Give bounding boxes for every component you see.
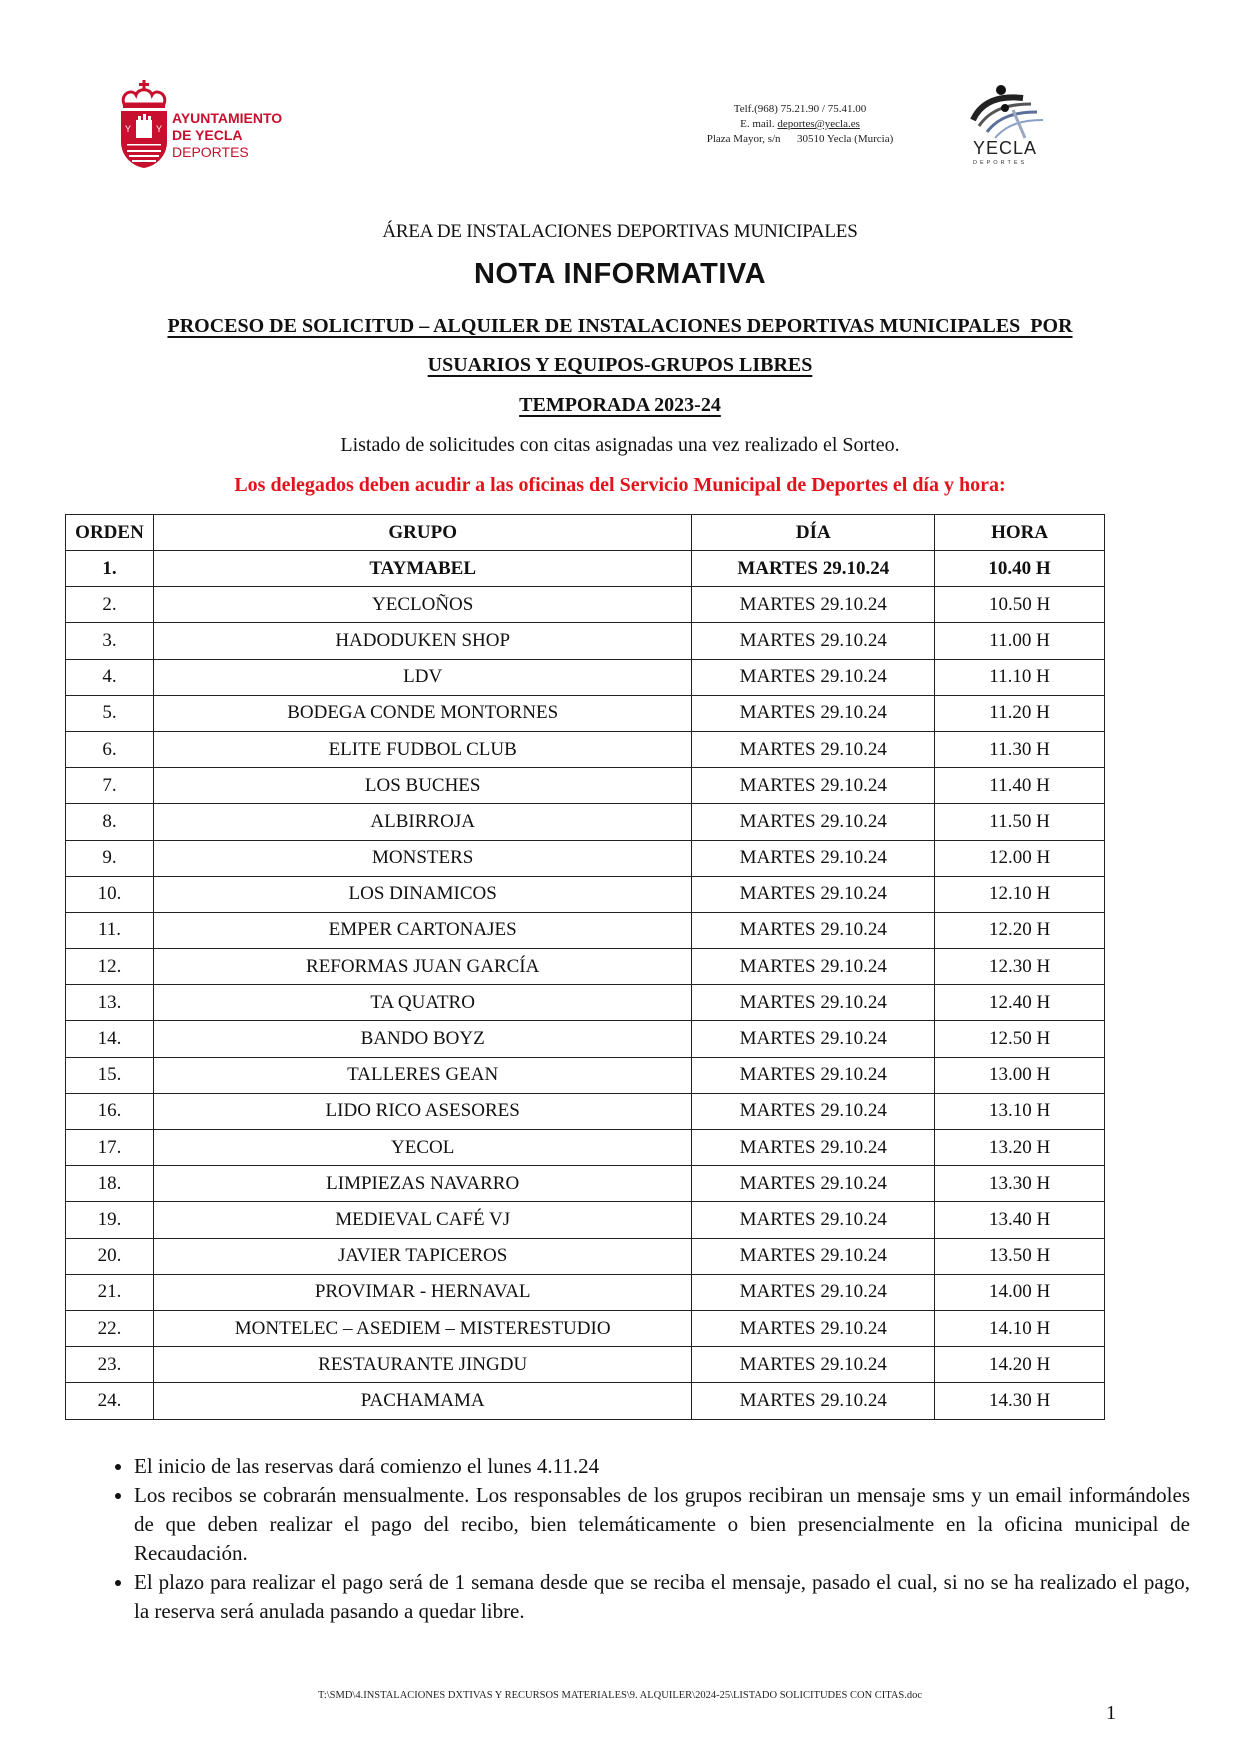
cell-orden: 22. [66, 1310, 154, 1346]
header-orden: ORDEN [66, 515, 154, 551]
cell-hora: 14.00 H [935, 1274, 1105, 1310]
intro-text: Listado de solicitudes con citas asignadas una vez realizado el Sorteo. [340, 434, 900, 456]
table-row [66, 731, 1105, 767]
cell-hora: 12.10 H [935, 876, 1105, 912]
cell-grupo: PROVIMAR - HERNAVAL [153, 1274, 691, 1310]
cell-hora: 13.50 H [935, 1238, 1105, 1274]
cell-orden: 4. [66, 659, 154, 695]
table-row [66, 912, 1105, 948]
cell-orden: 7. [66, 768, 154, 804]
cell-grupo: MEDIEVAL CAFÉ VJ [153, 1202, 691, 1238]
cell-hora: 12.20 H [935, 912, 1105, 948]
table-row [66, 659, 1105, 695]
contact-info [660, 102, 940, 147]
email-line [660, 117, 940, 132]
cell-hora: 14.10 H [935, 1310, 1105, 1346]
cell-orden: 17. [66, 1130, 154, 1166]
table-row [66, 985, 1105, 1021]
cell-hora: 11.10 H [935, 659, 1105, 695]
cell-dia: MARTES 29.10.24 [692, 695, 935, 731]
table-row [66, 1021, 1105, 1057]
cell-hora: 12.40 H [935, 985, 1105, 1021]
yecla-deportes-logo [965, 82, 1055, 174]
cell-grupo: MONTELEC – ASEDIEM – MISTERESTUDIO [153, 1310, 691, 1346]
cell-dia: MARTES 29.10.24 [692, 587, 935, 623]
coat-of-arms-icon [118, 80, 170, 170]
cell-orden: 12. [66, 949, 154, 985]
cell-orden: 8. [66, 804, 154, 840]
table-row [66, 623, 1105, 659]
cell-dia: MARTES 29.10.24 [692, 731, 935, 767]
athlete-swoosh-icon [965, 82, 1055, 142]
cell-orden: 24. [66, 1383, 154, 1419]
cell-hora: 10.50 H [935, 587, 1105, 623]
page-number: 1 [1106, 1702, 1116, 1724]
cell-orden: 15. [66, 1057, 154, 1093]
notes-list [100, 1452, 1190, 1626]
cell-grupo: LIDO RICO ASESORES [153, 1093, 691, 1129]
table-row [66, 804, 1105, 840]
note-item: • El plazo para realizar el pago será de 1 semana desde que se reciba el mensaje, pasado el cual, si no se ha realizado el pago, la reserva será anulada pasando a quedar libre. [134, 1568, 1190, 1626]
cell-dia: MARTES 29.10.24 [692, 840, 935, 876]
cell-orden: 18. [66, 1166, 154, 1202]
cell-dia: MARTES 29.10.24 [692, 804, 935, 840]
cell-orden: 5. [66, 695, 154, 731]
cell-dia: MARTES 29.10.24 [692, 949, 935, 985]
cell-dia: MARTES 29.10.24 [692, 659, 935, 695]
table-row [66, 1238, 1105, 1274]
season-title: TEMPORADA 2023-24 [519, 394, 721, 416]
cell-grupo: ELITE FUDBOL CLUB [153, 731, 691, 767]
cell-dia: MARTES 29.10.24 [692, 1383, 935, 1419]
cell-hora: 12.30 H [935, 949, 1105, 985]
cell-dia: MARTES 29.10.24 [692, 1310, 935, 1346]
cell-grupo: JAVIER TAPICEROS [153, 1238, 691, 1274]
cell-grupo: YECLOÑOS [153, 587, 691, 623]
cell-dia: MARTES 29.10.24 [692, 1274, 935, 1310]
cell-orden: 19. [66, 1202, 154, 1238]
table-row [66, 1093, 1105, 1129]
cell-grupo: EMPER CARTONAJES [153, 912, 691, 948]
delegates-notice: Los delegados deben acudir a las oficinas del Servicio Municipal de Deportes el día y hora: [234, 474, 1006, 496]
cell-hora: 12.00 H [935, 840, 1105, 876]
cell-hora: 11.20 H [935, 695, 1105, 731]
table-row [66, 695, 1105, 731]
cell-hora: 11.00 H [935, 623, 1105, 659]
phone-text: Telf.(968) 75.21.90 / 75.41.00 [733, 103, 867, 115]
cell-dia: MARTES 29.10.24 [692, 1347, 935, 1383]
cell-grupo: LOS DINAMICOS [153, 876, 691, 912]
cell-dia: MARTES 29.10.24 [692, 1238, 935, 1274]
subtitle-line-1: PROCESO DE SOLICITUD – ALQUILER DE INSTALACIONES DEPORTIVAS MUNICIPALES POR [167, 315, 1073, 337]
cell-orden: 16. [66, 1093, 154, 1129]
cell-grupo: YECOL [153, 1130, 691, 1166]
subtitle-line-2: USUARIOS Y EQUIPOS-GRUPOS LIBRES [427, 354, 813, 376]
cell-orden: 20. [66, 1238, 154, 1274]
cell-dia: MARTES 29.10.24 [692, 985, 935, 1021]
cell-orden: 1. [66, 551, 154, 587]
svg-text:Y: Y [125, 124, 132, 134]
cell-hora: 12.50 H [935, 1021, 1105, 1057]
table-row [66, 587, 1105, 623]
cell-dia: MARTES 29.10.24 [692, 912, 935, 948]
table-row [66, 1130, 1105, 1166]
cell-dia: MARTES 29.10.24 [692, 768, 935, 804]
cell-grupo: REFORMAS JUAN GARCÍA [153, 949, 691, 985]
cell-orden: 2. [66, 587, 154, 623]
cell-grupo: BANDO BOYZ [153, 1021, 691, 1057]
cell-dia: MARTES 29.10.24 [692, 623, 935, 659]
cell-grupo: TAYMABEL [153, 551, 691, 587]
cell-orden: 10. [66, 876, 154, 912]
cell-grupo: LIMPIEZAS NAVARRO [153, 1166, 691, 1202]
yecla-wordmark: YECLA [973, 138, 1038, 158]
cell-grupo: TA QUATRO [153, 985, 691, 1021]
email-link[interactable]: deportes@yecla.es [777, 118, 860, 130]
cell-grupo: TALLERES GEAN [153, 1057, 691, 1093]
cell-grupo: RESTAURANTE JINGDU [153, 1347, 691, 1383]
table-row [66, 1310, 1105, 1346]
cell-hora: 11.40 H [935, 768, 1105, 804]
header-dia: DÍA [692, 515, 935, 551]
logo-line-2: DE YECLA [172, 127, 243, 143]
cell-hora: 10.40 H [935, 551, 1105, 587]
cell-dia: MARTES 29.10.24 [692, 551, 935, 587]
table-row [66, 1057, 1105, 1093]
table-row [66, 1166, 1105, 1202]
cell-grupo: HADODUKEN SHOP [153, 623, 691, 659]
cell-hora: 13.10 H [935, 1093, 1105, 1129]
cell-hora: 11.30 H [935, 731, 1105, 767]
table-row [66, 876, 1105, 912]
cell-grupo: ALBIRROJA [153, 804, 691, 840]
table-row [66, 551, 1105, 587]
logo-line-3: DEPORTES [172, 144, 249, 160]
cell-dia: MARTES 29.10.24 [692, 1057, 935, 1093]
cell-orden: 3. [66, 623, 154, 659]
cell-hora: 13.40 H [935, 1202, 1105, 1238]
logo-line-1: AYUNTAMIENTO [172, 110, 283, 126]
note-item: • El inicio de las reservas dará comienzo el lunes 4.11.24 [134, 1452, 1190, 1481]
cell-grupo: LDV [153, 659, 691, 695]
table-row [66, 949, 1105, 985]
cell-dia: MARTES 29.10.24 [692, 1130, 935, 1166]
ayuntamiento-logo [118, 80, 298, 170]
cell-dia: MARTES 29.10.24 [692, 1166, 935, 1202]
table-row [66, 1202, 1105, 1238]
note-item: • Los recibos se cobrarán mensualmente. Los responsables de los grupos recibiran un mensaje sms y un email informándoles de que deben realizar el pago del recibo, bien telemáticamente o bien presencialmente en la oficina municipal de Recaudación. [134, 1481, 1190, 1568]
svg-text:Y: Y [156, 124, 163, 134]
table-row [66, 1383, 1105, 1419]
cell-hora: 14.30 H [935, 1383, 1105, 1419]
cell-grupo: MONSTERS [153, 840, 691, 876]
table-row [66, 840, 1105, 876]
cell-orden: 13. [66, 985, 154, 1021]
logo-text [172, 110, 282, 161]
table-row [66, 768, 1105, 804]
email-label: E. mail. [740, 118, 775, 130]
cell-orden: 21. [66, 1274, 154, 1310]
appointments-table [65, 514, 1105, 1420]
cell-grupo: PACHAMAMA [153, 1383, 691, 1419]
page-title: NOTA INFORMATIVA [473, 258, 767, 290]
cell-dia: MARTES 29.10.24 [692, 1021, 935, 1057]
cell-grupo: BODEGA CONDE MONTORNES [153, 695, 691, 731]
cell-orden: 6. [66, 731, 154, 767]
cell-hora: 11.50 H [935, 804, 1105, 840]
cell-hora: 13.30 H [935, 1166, 1105, 1202]
header-hora: HORA [935, 515, 1105, 551]
cell-orden: 9. [66, 840, 154, 876]
file-path-footer: T:\SMD\4.INSTALACIONES DXTIVAS Y RECURSOS MATERIALES\9. ALQUILER\2024-25\LISTADO SOLICITUDES CON CITAS.doc [317, 1690, 923, 1701]
header-grupo: GRUPO [153, 515, 691, 551]
cell-hora: 14.20 H [935, 1347, 1105, 1383]
table-row [66, 1274, 1105, 1310]
cell-orden: 23. [66, 1347, 154, 1383]
address-text: Plaza Mayor, s/n 30510 Yecla (Murcia) [706, 133, 894, 145]
cell-orden: 11. [66, 912, 154, 948]
cell-hora: 13.20 H [935, 1130, 1105, 1166]
cell-hora: 13.00 H [935, 1057, 1105, 1093]
area-heading: ÁREA DE INSTALACIONES DEPORTIVAS MUNICIPALES [382, 221, 858, 242]
cell-dia: MARTES 29.10.24 [692, 1093, 935, 1129]
table-header-row [66, 515, 1105, 551]
cell-dia: MARTES 29.10.24 [692, 1202, 935, 1238]
table-row [66, 1347, 1105, 1383]
cell-orden: 14. [66, 1021, 154, 1057]
yecla-subtitle: DEPORTES [973, 160, 1028, 166]
cell-dia: MARTES 29.10.24 [692, 876, 935, 912]
cell-grupo: LOS BUCHES [153, 768, 691, 804]
